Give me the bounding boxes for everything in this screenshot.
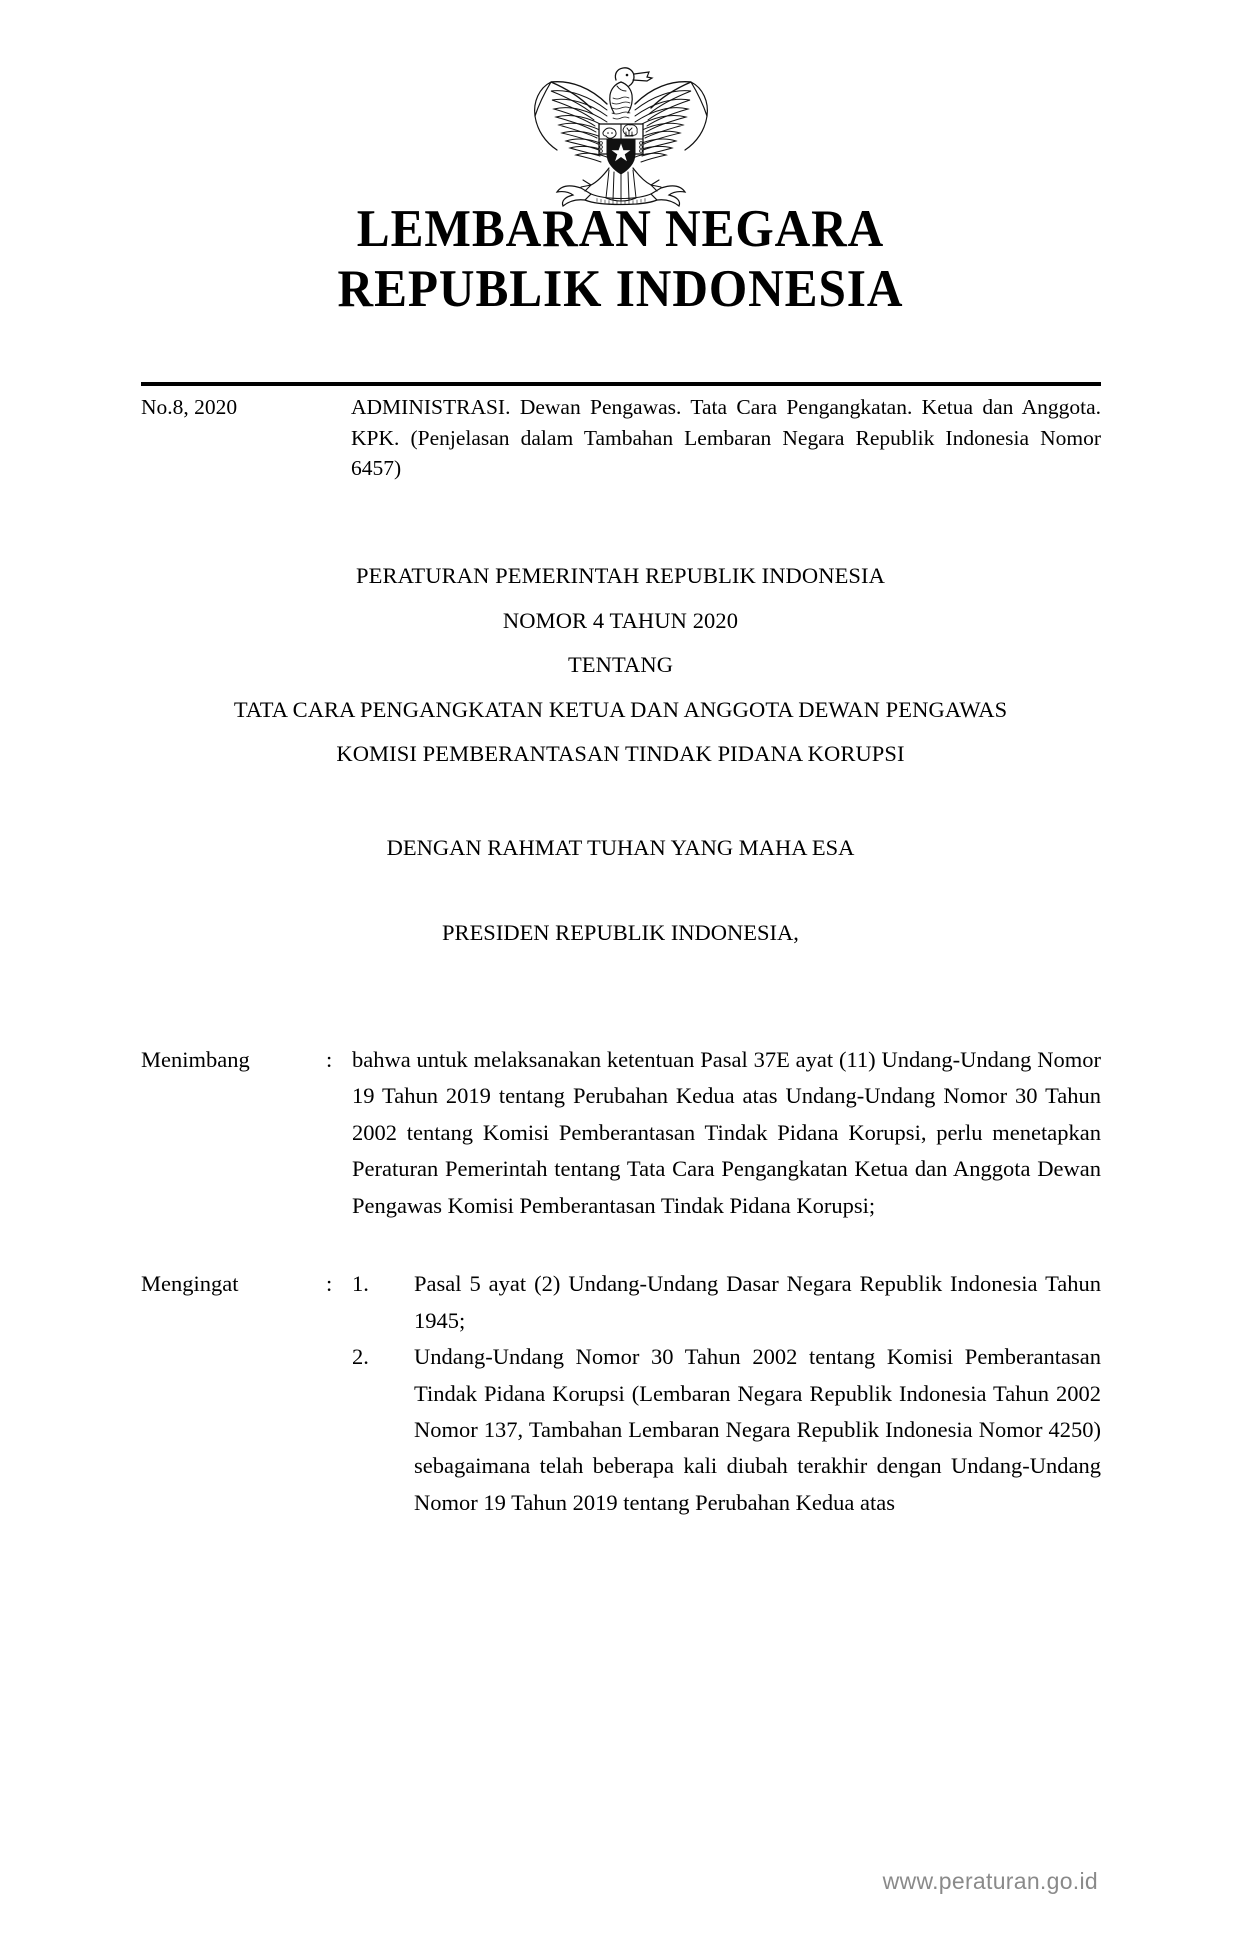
title-line-number: NOMOR 4 TAHUN 2020 (502, 607, 739, 633)
invocation-line: DENGAN RAHMAT TUHAN YANG MAHA ESA (386, 835, 855, 860)
clause-paragraph: bahwa untuk melaksanakan ketentuan Pasal 37E ayat (11) Undang-Undang Nomor 19 Tahun 2019 tentang Perubahan Kedua atas Undang-Undang Nomor 30 Tahun 2002 tentang Komisi Pemberantasan Tindak Pidana Korupsi, perlu menetapkan Peraturan Pemerintah tentang Tata Cara Pengangkatan Ketua dan Anggota Dewan Pengawas Komisi Pemberantasan Tindak Pidana Korupsi; (352, 1047, 1101, 1218)
list-item-text: Pasal 5 ayat (2) Undang-Undang Dasar Negara Republik Indonesia Tahun 1945; (414, 1271, 1101, 1333)
title-line-authority: PERATURAN PEMERINTAH REPUBLIK INDONESIA (356, 563, 885, 588)
masthead-line-1: LEMBARAN NEGARA (356, 200, 885, 258)
clause-body-menimbang (352, 1042, 1101, 1224)
clause-mengingat (141, 1266, 1101, 1521)
list-item-text: Undang-Undang Nomor 30 Tahun 2002 tentang Komisi Pemberantasan Tindak Pidana Korupsi (Lembaran Negara Republik Indonesia Tahun 2002 Nomor 137, Tambahan Lembaran Negara Republik Indonesia Nomor 4250) sebagaimana telah beberapa kali diubah terakhir dengan Undang-Undang Nomor 19 Tahun 2019 tentang Perubahan Kedua atas (414, 1344, 1101, 1515)
list-item-marker: 1. (352, 1271, 369, 1297)
gazette-number: No.8, 2020 (141, 395, 238, 419)
clause-colon-menimbang: : (326, 1047, 333, 1072)
garuda-pancasila-emblem (521, 58, 721, 210)
title-line-tentang: TENTANG (567, 652, 674, 677)
clause-body-mengingat (352, 1266, 1101, 1521)
list-item-marker: 2. (352, 1344, 369, 1370)
regulation-title-block (0, 565, 1241, 766)
emblem-container (0, 58, 1241, 210)
title-line-subject-1: TATA CARA PENGANGKATAN KETUA DAN ANGGOTA DEWAN PENGAWAS (233, 696, 1008, 722)
clause-label-mengingat: Mengingat (141, 1271, 239, 1297)
title-line-subject-2: KOMISI PEMBERANTASAN TINDAK PIDANA KORUPSI (336, 741, 905, 766)
authority-line: PRESIDEN REPUBLIK INDONESIA, (442, 920, 799, 945)
clause-colon-mengingat: : (326, 1271, 333, 1297)
masthead-line-2: REPUBLIK INDONESIA (337, 259, 904, 318)
gazette-meta-row (141, 392, 1101, 484)
clauses-section (141, 1042, 1101, 1521)
gazette-subject: ADMINISTRASI. Dewan Pengawas. Tata Cara Pengangkatan. Ketua dan Anggota. KPK. (Penjelasan dalam Tambahan Lembaran Negara Republik Indonesia Nomor 6457) (351, 395, 1101, 481)
list-item (352, 1266, 1101, 1339)
masthead (0, 200, 1241, 320)
footer-watermark: www.peraturan.go.id (882, 1868, 1098, 1894)
list-item (352, 1339, 1101, 1521)
masthead-divider (141, 382, 1101, 386)
clause-label-menimbang: Menimbang (141, 1047, 250, 1072)
clause-menimbang (141, 1042, 1101, 1224)
